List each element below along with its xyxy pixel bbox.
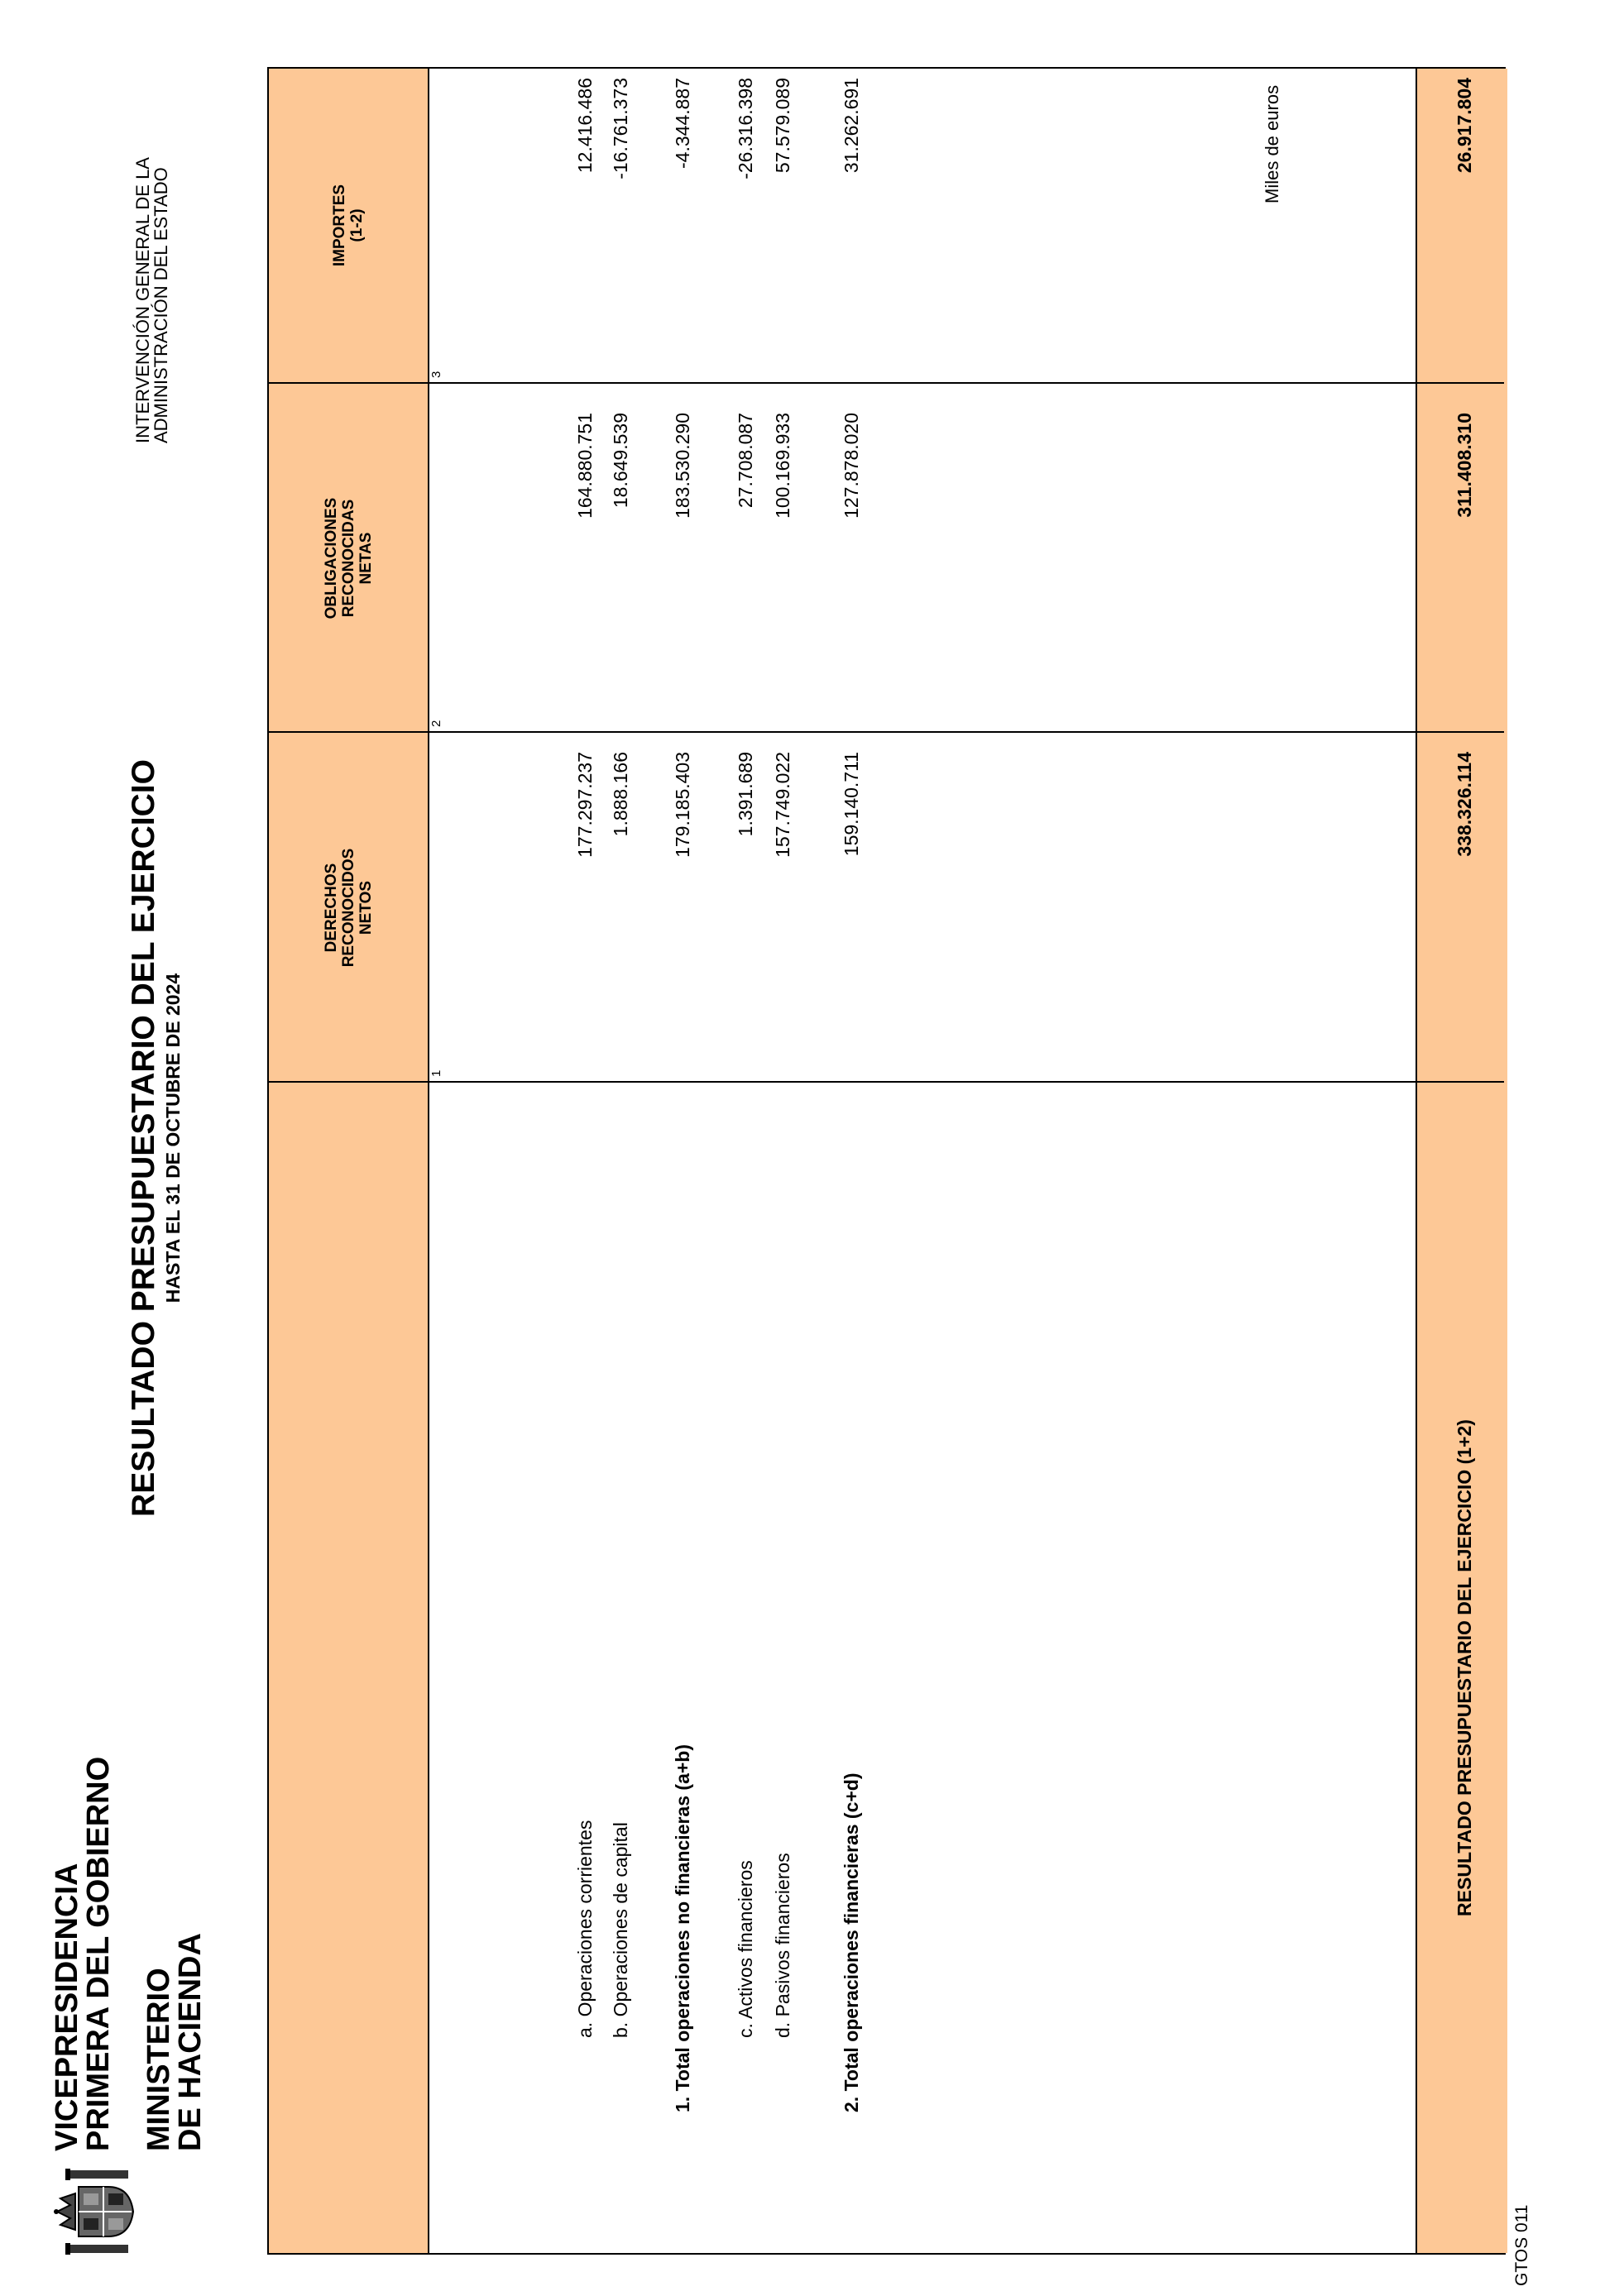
column-number: 1	[429, 1069, 443, 1077]
row-label-operaciones-capital: b. Operaciones de capital	[610, 1822, 631, 2038]
column-divider	[269, 731, 1504, 733]
column-header-importes	[269, 67, 428, 384]
total-value: 311.408.310	[1454, 413, 1475, 518]
page-title: RESULTADO PRESUPUESTARIO DEL EJERCICIO	[126, 759, 161, 1517]
cell-value: 12.416.486	[574, 78, 596, 174]
ministerio-heading	[143, 1933, 206, 2151]
vicepresidencia-heading	[51, 1757, 114, 2151]
igae-line-1: INTERVENCIÓN GENERAL DE LA	[132, 157, 153, 443]
column-header-line: RECONOCIDAS	[339, 499, 357, 618]
ministerio-line-1: MINISTERIO	[141, 1968, 176, 2151]
row-label-total-financieras: 2. Total operaciones financieras (c+d)	[841, 1772, 862, 2112]
cell-value: 1.888.166	[610, 752, 631, 837]
cell-value: 164.880.751	[574, 413, 596, 519]
cell-value: 57.579.089	[772, 78, 793, 174]
column-header-line: NETAS	[357, 532, 375, 585]
column-header-line: (1-2)	[348, 208, 366, 242]
cell-value: 1.391.689	[735, 752, 756, 837]
igae-heading	[134, 157, 170, 443]
total-row-label: RESULTADO PRESUPUESTARIO DEL EJERCICIO (1+2)	[1454, 1419, 1475, 1916]
title-block	[126, 725, 184, 1552]
ministerio-line-2: DE HACIENDA	[173, 1933, 208, 2151]
cell-value: 27.708.087	[735, 413, 756, 509]
cell-value: 159.140.711	[841, 752, 862, 857]
column-number: 3	[429, 371, 443, 378]
page-subtitle: HASTA EL 31 DE OCTUBRE DE 2024	[162, 973, 184, 1303]
column-header-line: DERECHOS	[322, 863, 340, 953]
column-header-line: IMPORTES	[331, 184, 348, 267]
column-header-line: RECONOCIDOS	[339, 848, 357, 968]
cell-value: 183.530.290	[672, 413, 693, 519]
cell-value: 31.262.691	[841, 78, 862, 174]
cell-value: 18.649.539	[610, 413, 631, 509]
column-divider	[269, 382, 1504, 384]
cell-value: 177.297.237	[574, 752, 596, 858]
cell-value: 157.749.022	[772, 752, 793, 858]
column-header-derechos	[269, 733, 428, 1083]
column-divider	[269, 1081, 1504, 1083]
budget-table	[267, 67, 1506, 2255]
document-code: GTOS 011	[1512, 2204, 1531, 2286]
row-label-total-no-financieras: 1. Total operaciones no financieras (a+b)	[672, 1744, 693, 2112]
column-number: 2	[429, 720, 443, 727]
column-header-line: NETOS	[357, 880, 375, 935]
cell-value: -26.316.398	[735, 78, 756, 179]
row-label-activos-financieros: c. Activos financieros	[735, 1860, 756, 2038]
cell-value: 127.878.020	[841, 413, 862, 519]
cell-value: -16.761.373	[610, 78, 631, 179]
column-header-obligaciones	[269, 384, 428, 733]
cell-value: 179.185.403	[672, 752, 693, 858]
igae-line-2: ADMINISTRACIÓN DEL ESTADO	[151, 167, 171, 443]
total-value: 338.326.114	[1454, 752, 1475, 857]
cell-value: 100.169.933	[772, 413, 793, 519]
row-label-operaciones-corrientes: a. Operaciones corrientes	[574, 1820, 596, 2038]
column-header-line: OBLIGACIONES	[322, 497, 340, 619]
vicepresidencia-line-2: PRIMERA DEL GOBIERNO	[81, 1756, 116, 2151]
total-value: 26.917.804	[1454, 78, 1475, 174]
unit-label: Miles de euros	[1262, 84, 1282, 203]
cell-value: -4.344.887	[672, 78, 693, 169]
row-label-pasivos-financieros: d. Pasivos financieros	[772, 1853, 793, 2038]
vicepresidencia-line-1: VICEPRESIDENCIA	[50, 1863, 84, 2151]
coat-of-arms-icon	[54, 2169, 137, 2255]
